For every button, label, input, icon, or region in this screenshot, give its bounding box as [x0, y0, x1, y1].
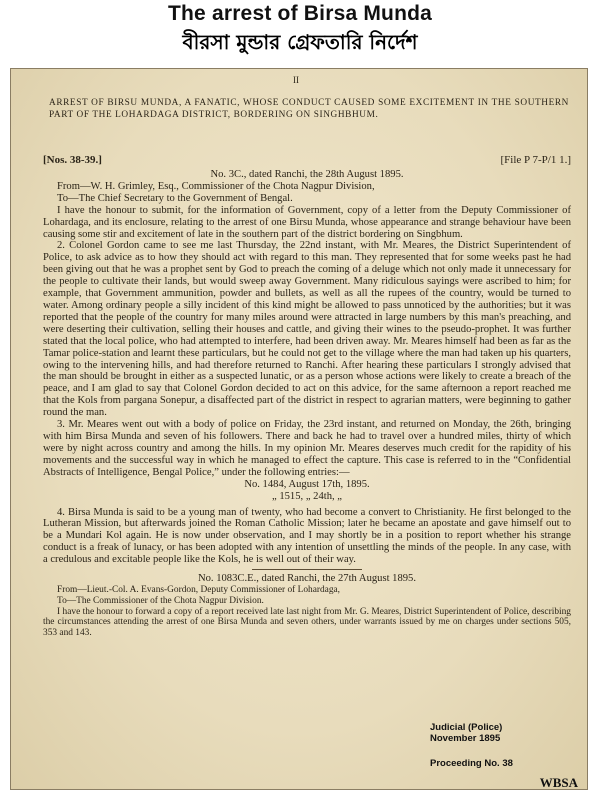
letter-2-from: From—Lieut.-Col. A. Evans-Gordon, Deputy Commissioner of Lohardaga, — [57, 585, 341, 595]
intelligence-entry-2: „ 1515, „ 24th, „ — [271, 490, 343, 502]
letter-1-paragraph-4: 4. Birsa Munda is said to be a young man of twenty, who had become a convert to Christianity. He first belonged to the Lutheran Mission, but afterwards joined the Roman Catholic Mission; later he became an apostate and gave himself out to be a Mundari Kol again. He is now under observation, and I may shortly be in a position to report whether his strange conduct is a freak of lunacy, or has been adopted with any intention of unsettling the minds of the people. In any case, with a credulous and excitable people like the Kols, he is well out of their way. — [43, 506, 571, 566]
caption-department: Judicial (Police) — [430, 722, 503, 733]
title-area — [0, 0, 600, 61]
letter-2-to: To—The Commissioner of the Chota Nagpur Division. — [57, 595, 264, 606]
archive-caption — [430, 722, 570, 744]
letter-1-to: To—The Chief Secretary to the Government of Bengal. — [57, 192, 293, 204]
letter-1-paragraph-3: 3. Mr. Meares went out with a body of police on Friday, the 23rd instant, and returned on Monday, the 26th, bringing with him Birsa Munda and seven of his followers. There and back he had to travel over a hundred miles, thirty of which were by night across country and among the hills. In my opinion Mr. Meares deserves much credit for the rapidity of his movements and the successful way in which he managed to effect the capture. This case is referred to in the “Confidential Abstracts of Intelligence, Bengal Police,” under the following entries:— — [43, 419, 571, 478]
caption-date: November 1895 — [430, 733, 501, 744]
letter-1 — [43, 169, 571, 639]
letter-2-number: No. 1083C.E., dated Ranchi, the 27th August 1895. — [197, 573, 417, 585]
archive-mark: WBSA — [539, 775, 578, 790]
document-content — [43, 69, 573, 789]
page-title: The arrest of Birsa Munda — [167, 2, 433, 25]
letter-1-paragraph-1: I have the honour to submit, for the information of Government, copy of a letter from the Deputy Commissioner of Lohardaga, and its enclosure, relating to the arrest of one Birsu Munda, whose appearance and strange behaviour have been causing some stir and excitement of late in the southern part of the district bordering on Singbhum. — [43, 204, 571, 240]
caption-proceeding: Proceeding No. 38 — [430, 758, 513, 769]
intelligence-entry-1: No. 1484, August 17th, 1895. — [244, 478, 370, 490]
letter-1-number: No. 3C., dated Ranchi, the 28th August 1895. — [210, 169, 404, 180]
page-title-bengali: বীরসা মুন্ডার গ্রেফতারি নির্দেশ — [182, 30, 418, 54]
letter-1-paragraph-2: 2. Colonel Gordon came to see me last Thursday, the 22nd instant, with Mr. Meares, the District Superintendent of Police, to ask advice as to how they should act with regard to this man. They represented that for some weeks past he had been giving out that he was a prophet sent by God to preach the coming of a deluge which not only made it unnecessary for the people to cultivate their lands, but would sweep away Government. Many ridiculous sayings were ascribed to him; for example, that Government ammunition, powder and bullets, as well as all the rupees of the country, would be turned to water. Among ordinary people a silly incident of this kind might be allowed to pass unnoticed by the authorities; but it was reported that the people of the country for many miles around were attracted in large numbers by this man's preaching, and were deserting their cultivation, selling their houses and cattle, and giving their wines to the pseudo-prophet. It was further stated that the local police, who had attempted to interfere, had been driven away. Mr. Meares himself had been as far as the Tamar police-station and learnt these particulars, but he could not get to the village where the man had taken up his quarters, owing to the intervening hills, and had therefore returned to Ranchi. After hearing these particulars I strongly advised that the man should be brought in either as a suspected lunatic, or as a person whose actions were likely to create a breach of the peace, and I am glad to say that Colonel Gordon decided to act on this advice, for the same afternoon a report reached me that the Kols from pargana Sonepur, a disaffected part of the district in respect to agrarian matters, were beginning to gather round the man. — [43, 240, 571, 419]
letter-2-paragraph: I have the honour to forward a copy of a report received late last night from Mr. G. Meares, District Superintendent of Police, describing the circumstances attending the arrest of one Birsa Munda and seven others, under warrants issued by me on charges under sections 505, 353 and 143. — [43, 606, 571, 639]
letter-1-from: From—W. H. Grimley, Esq., Commissioner of the Chota Nagpur Division, — [57, 180, 375, 192]
file-reference: [File P 7-P/1 1.] — [500, 154, 571, 166]
nos-label: [Nos. 38-39.] — [43, 154, 102, 166]
document-heading: ARREST OF BIRSU MUNDA, A FANATIC, WHOSE CONDUCT CAUSED SOME EXCITEMENT IN THE SOUTHERN PART OF THE LOHARDAGA DISTRICT, BORDERING ON SINGHBHUM. — [49, 98, 569, 120]
page-mark: II — [293, 75, 299, 85]
document-scan — [10, 68, 588, 790]
section-divider — [252, 569, 362, 570]
